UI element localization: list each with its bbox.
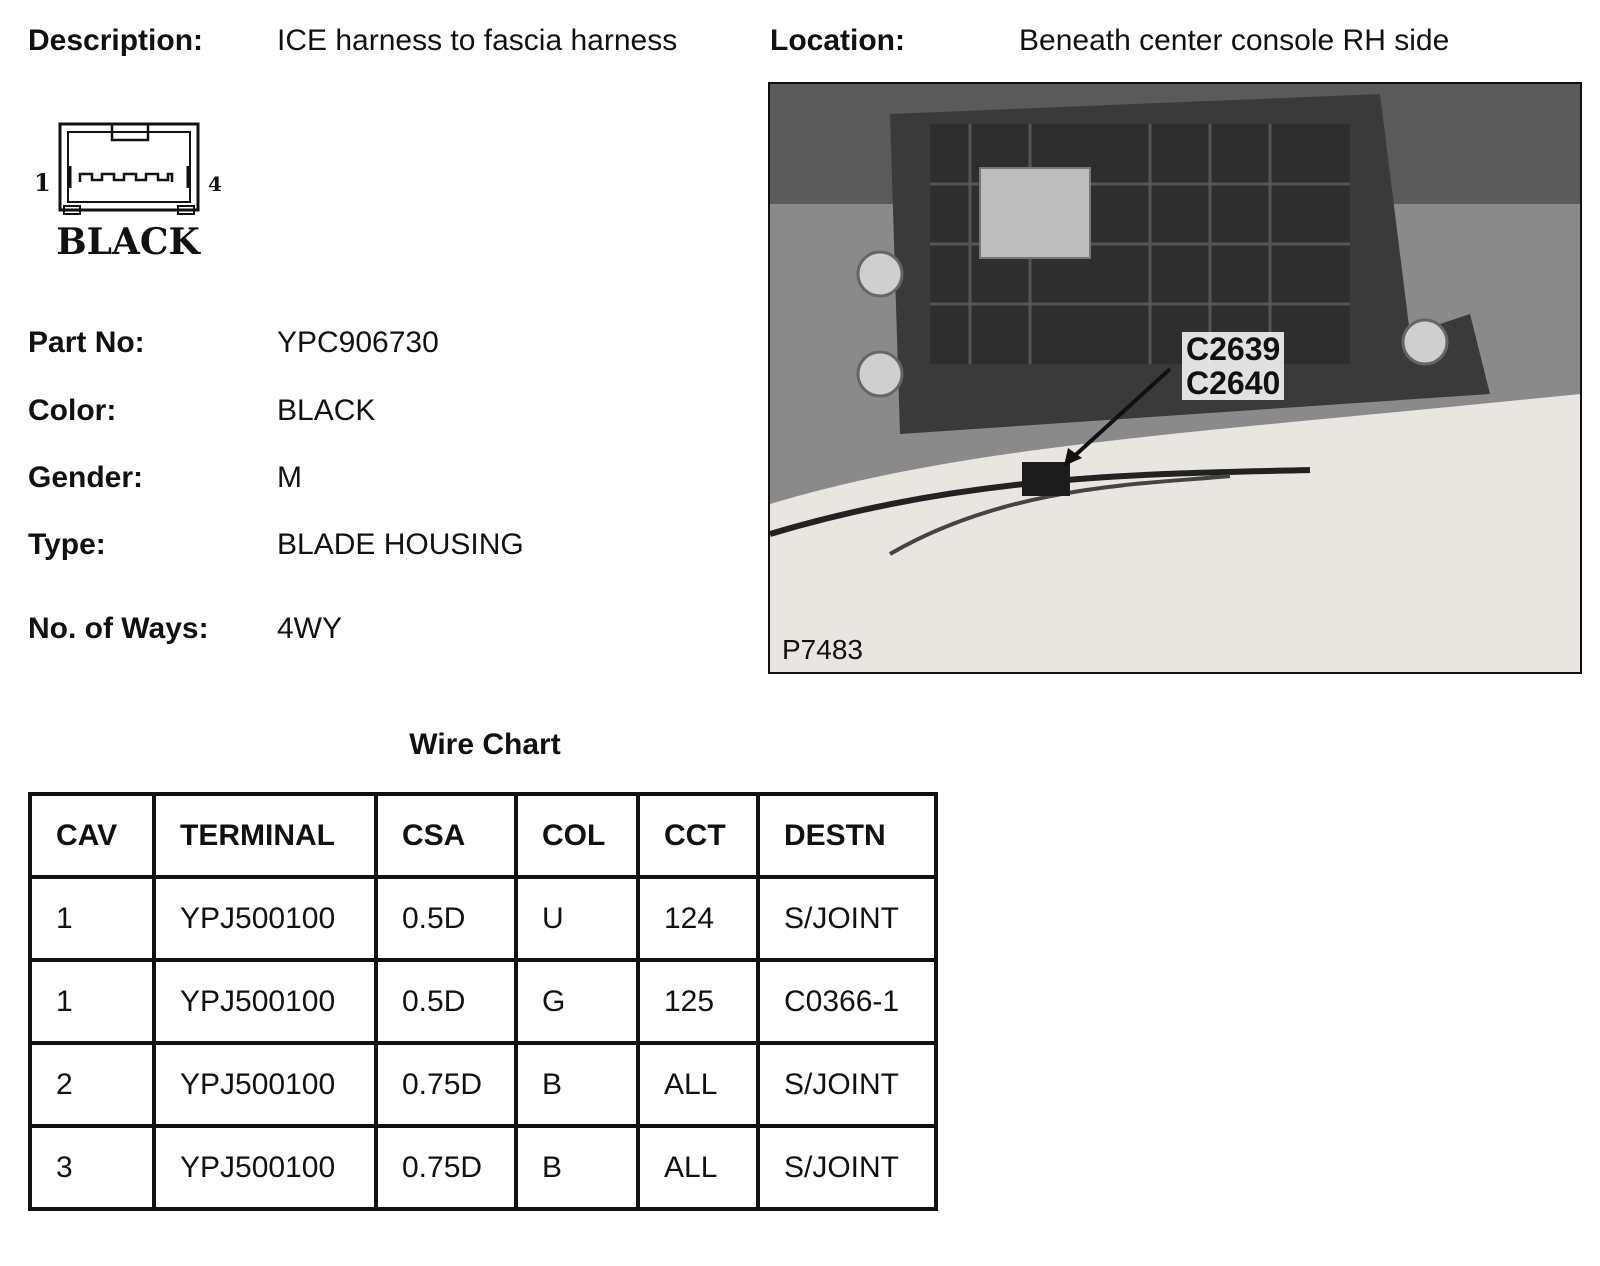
cell-cct: ALL [638,1126,758,1209]
connector-face-diagram [30,116,230,266]
cell-destn: C0366-1 [758,960,936,1043]
cell-destn: S/JOINT [758,877,936,960]
connector-color-label: BLACK [56,221,200,263]
location-label: Location: [770,24,905,57]
pin-1-label: 1 [34,168,51,197]
part-no-value: YPC906730 [277,326,439,359]
cell-cav: 2 [30,1043,154,1126]
connector-outline-icon [30,116,230,266]
cell-terminal: YPJ500100 [154,960,376,1043]
table-row [30,960,936,1043]
cell-col: U [516,877,638,960]
cell-csa: 0.5D [376,877,516,960]
description-label: Description: [28,24,204,57]
cell-csa: 0.75D [376,1043,516,1126]
description-value: ICE harness to fascia harness [277,24,678,57]
cell-destn: S/JOINT [758,1043,936,1126]
connector-callout [1182,332,1284,400]
callout-c2639: C2639 [1186,331,1281,367]
cell-terminal: YPJ500100 [154,1043,376,1126]
header-csa: CSA [376,794,516,877]
color-label: Color: [28,394,117,427]
photo-id: P7483 [782,634,863,665]
cell-cav: 1 [30,877,154,960]
gender-label: Gender: [28,461,144,494]
cell-cav: 3 [30,1126,154,1209]
header-terminal: TERMINAL [154,794,376,877]
table-row [30,1126,936,1209]
color-value: BLACK [277,394,376,427]
pin-4-label: 4 [208,172,222,196]
table-row [30,1043,936,1126]
table-row [30,877,936,960]
header-cav: CAV [30,794,154,877]
gender-value: M [277,461,302,494]
cell-col: B [516,1126,638,1209]
header-col: COL [516,794,638,877]
console-photo-illustration [770,84,1580,672]
location-photo [768,82,1582,674]
part-no-label: Part No: [28,326,145,359]
wire-chart-table [28,792,938,1211]
cell-cct: 124 [638,877,758,960]
header-cct: CCT [638,794,758,877]
header-destn: DESTN [758,794,936,877]
callout-c2640: C2640 [1186,365,1281,401]
table-header-row [30,794,936,877]
cell-col: B [516,1043,638,1126]
ways-label: No. of Ways: [28,612,209,645]
cell-terminal: YPJ500100 [154,877,376,960]
cell-cct: 125 [638,960,758,1043]
type-label: Type: [28,528,106,561]
cell-destn: S/JOINT [758,1126,936,1209]
ways-value: 4WY [277,612,343,645]
wire-chart-title: Wire Chart [409,728,561,761]
cell-csa: 0.75D [376,1126,516,1209]
location-value: Beneath center console RH side [1019,24,1450,57]
cell-terminal: YPJ500100 [154,1126,376,1209]
cell-cct: ALL [638,1043,758,1126]
cell-col: G [516,960,638,1043]
type-value: BLADE HOUSING [277,528,524,561]
cell-cav: 1 [30,960,154,1043]
cell-csa: 0.5D [376,960,516,1043]
